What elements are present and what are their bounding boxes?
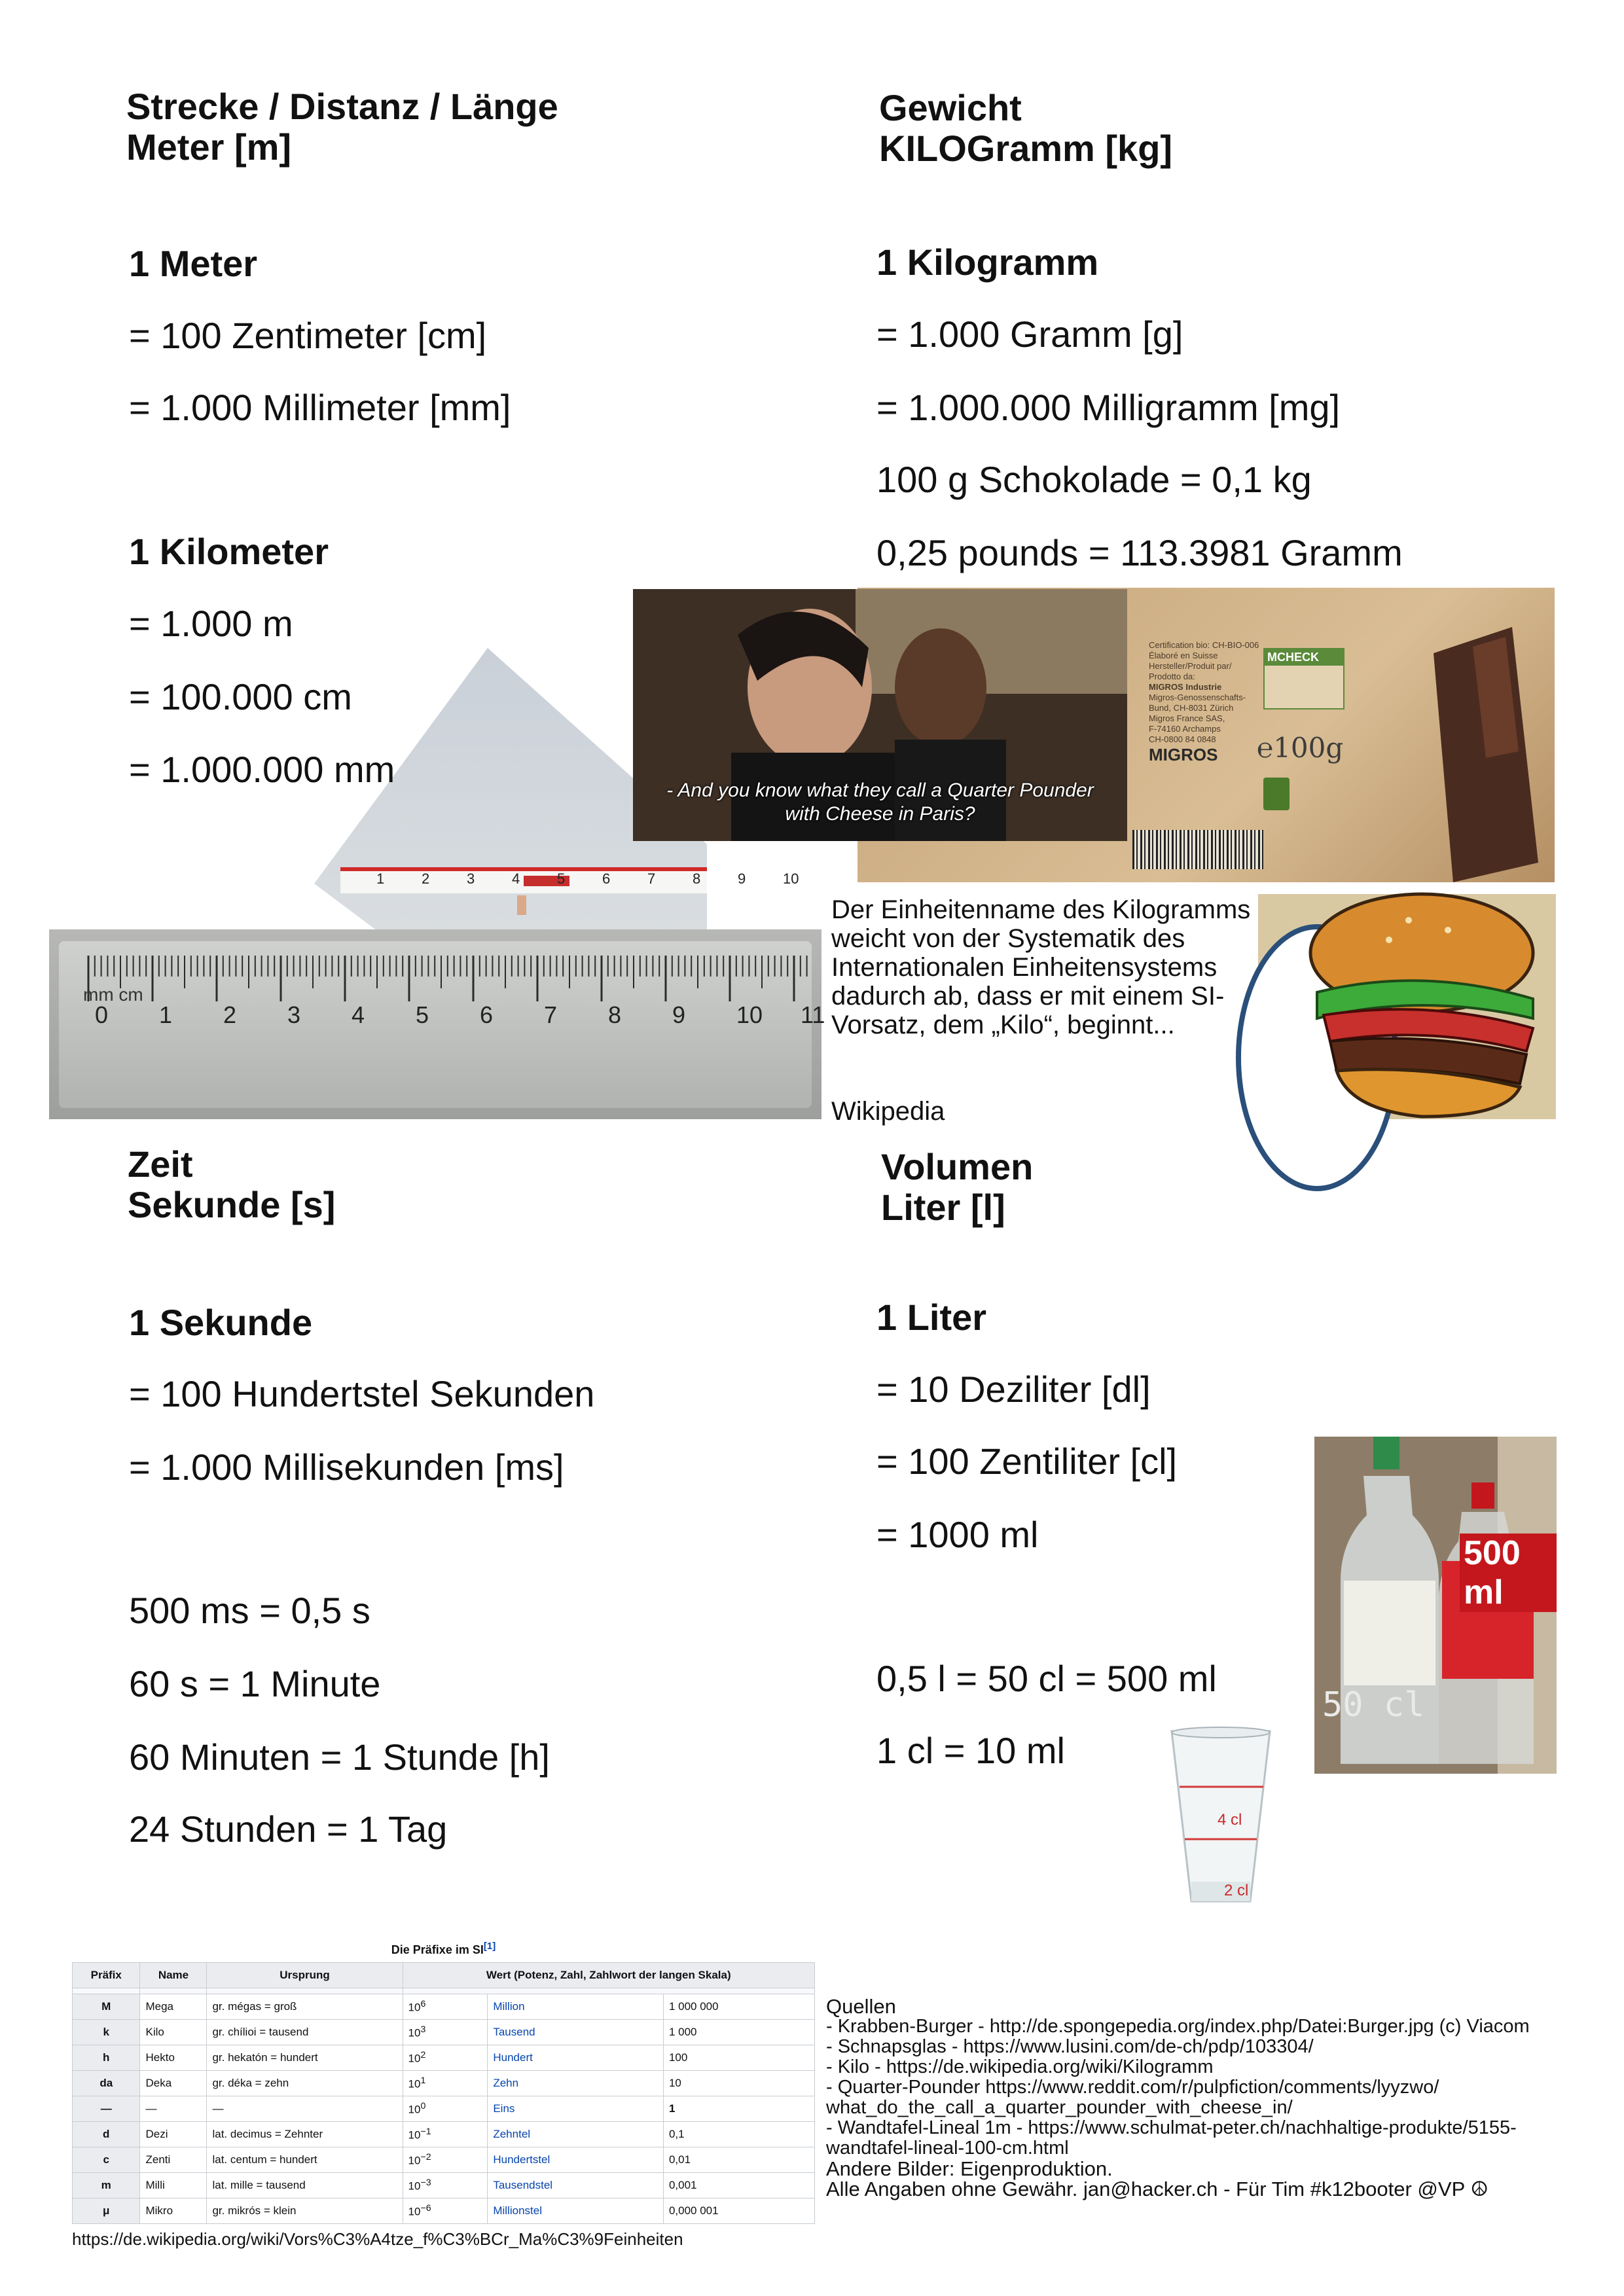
table-cell: Million	[488, 1994, 664, 2020]
burger-image	[1258, 894, 1556, 1119]
meter-line: = 1.000 Millimeter [mm]	[129, 387, 511, 428]
ruler-label: 6	[480, 1001, 494, 1028]
power-base: 10	[408, 2205, 421, 2218]
table-cell	[403, 2198, 488, 2224]
kilogram-wiki-source: Wikipedia	[831, 1097, 945, 1126]
table-cell	[403, 2045, 488, 2071]
table-cell: Hundertstel	[488, 2147, 664, 2173]
barcode	[1132, 830, 1263, 869]
power-base: 10	[408, 2077, 421, 2090]
power-base: 10	[408, 2154, 421, 2167]
second-line: = 1.000 Millisekunden [ms]	[129, 1446, 564, 1488]
kilogram-line: 100 g Schokolade = 0,1 kg	[876, 459, 1312, 500]
table-cell: c	[73, 2147, 140, 2173]
wall-ruler-label: 6	[602, 870, 611, 887]
kilogram-heading: 1 Kilogramm	[876, 242, 1099, 283]
power-base: 10	[408, 2179, 421, 2193]
bottles-photo	[1314, 1437, 1557, 1774]
time-title: Zeit Sekunde [s]	[128, 1143, 336, 1225]
table-cell: Zenti	[140, 2147, 207, 2173]
table-row	[73, 1994, 815, 2020]
kilometer-heading: 1 Kilometer	[129, 531, 329, 572]
table-row	[73, 2173, 815, 2198]
table-cell: μ	[73, 2198, 140, 2224]
wall-ruler-label: 7	[647, 870, 656, 887]
table-cell: Tausendstel	[488, 2173, 664, 2198]
table-cell: gr. hekatón = hundert	[207, 2045, 403, 2071]
table-cell	[403, 2122, 488, 2147]
kilogram-line: = 1.000.000 Milligramm [mg]	[876, 387, 1341, 428]
table-cell: 1 000	[663, 2020, 814, 2045]
ruler-label: 3	[287, 1001, 301, 1028]
table-row	[73, 2147, 815, 2173]
wall-ruler-label: 10	[783, 870, 799, 887]
recycle-icon	[1263, 778, 1290, 810]
table-cell: k	[73, 2020, 140, 2045]
table-cell: Dezi	[140, 2122, 207, 2147]
glass-mark-2cl: 2 cl	[1224, 1882, 1249, 1899]
volume-conversion: 0,5 l = 50 cl = 500 ml	[876, 1658, 1217, 1699]
movie-still-photo	[633, 589, 1127, 841]
liter-heading: 1 Liter	[876, 1297, 987, 1338]
table-cell: Zehn	[488, 2071, 664, 2096]
time-conversion: 24 Stunden = 1 Tag	[129, 1808, 448, 1850]
table-header-row	[73, 1963, 815, 1988]
table-cell	[403, 2071, 488, 2096]
wall-ruler-label: 2	[422, 870, 430, 887]
si-table-caption: Die Präfixe im SI[1]	[391, 1941, 496, 1956]
table-cell: Tausend	[488, 2020, 664, 2045]
ruler-label: 4	[352, 1001, 365, 1028]
ruler-label: 7	[544, 1001, 558, 1028]
ruler-unit: mm cm	[83, 984, 143, 1005]
ruler-label: 1	[159, 1001, 173, 1028]
table-row	[73, 2198, 815, 2224]
wall-ruler-label: 4	[512, 870, 520, 887]
table-cell: da	[73, 2071, 140, 2096]
power-exponent: −2	[420, 2152, 431, 2163]
source-line: - Schnapsglas - https://www.lusini.com/de-ch/pdp/103304/	[826, 2036, 1314, 2057]
power-exponent: −3	[420, 2178, 431, 2189]
table-cell: 100	[663, 2045, 814, 2071]
power-exponent: 1	[420, 2075, 426, 2087]
bottle-label-50cl: 50 cl	[1322, 1685, 1425, 1725]
kilogram-line: 0,25 pounds = 113.3981 Gramm	[876, 532, 1403, 573]
power-exponent: 0	[420, 2101, 426, 2112]
ruler-label: 0	[95, 1001, 109, 1028]
table-cell: gr. mikrós = klein	[207, 2198, 403, 2224]
ruler-label: 10	[736, 1001, 763, 1028]
liter-line: = 1000 ml	[876, 1514, 1039, 1555]
sources-title: Quellen	[826, 1995, 896, 2018]
chocolate-bar-icon	[1355, 588, 1555, 882]
table-cell: gr. mégas = groß	[207, 1994, 403, 2020]
ruler-label: 11	[801, 1001, 825, 1028]
table-cell: m	[73, 2173, 140, 2198]
table-cell: lat. centum = hundert	[207, 2147, 403, 2173]
kilogram-wiki-quote: Der Einheitenname des Kilogramms weicht von der Systematik des Internationalen Einheitensystems dadurch ab, dass er mit einem SI-Vorsatz, dem „Kilo“, beginnt...	[831, 895, 1251, 1039]
sources-block	[826, 1996, 1612, 2199]
table-cell	[403, 2147, 488, 2173]
table-cell: 10	[663, 2071, 814, 2096]
si-prefix-table	[72, 1962, 815, 2224]
table-header: Präfix	[73, 1963, 140, 1988]
weight-title: Gewicht KILOGramm [kg]	[879, 87, 1173, 169]
source-line: - Krabben-Burger - http://de.spongepedia.org/index.php/Datei:Burger.jpg (c) Viacom	[826, 2016, 1530, 2037]
power-exponent: −1	[420, 2126, 431, 2138]
meter-line: = 100 Zentimeter [cm]	[129, 315, 487, 356]
kilometer-line: = 100.000 cm	[129, 676, 352, 717]
ruler-label: 8	[608, 1001, 622, 1028]
mcheck-logo: MCHECK	[1263, 648, 1344, 709]
table-cell: —	[73, 2096, 140, 2122]
si-table-url: https://de.wikipedia.org/wiki/Vors%C3%A4tze_f%C3%BCr_Ma%C3%9Feinheiten	[72, 2229, 683, 2249]
power-exponent: −6	[420, 2203, 431, 2214]
si-prefix-table-screenshot	[72, 1941, 815, 2250]
table-row	[73, 2096, 815, 2122]
table-cell	[403, 2020, 488, 2045]
table-cell: Kilo	[140, 2020, 207, 2045]
power-base: 10	[408, 2001, 421, 2014]
source-line: - Quarter-Pounder https://www.reddit.com/r/pulpfiction/comments/lyyzwo/	[826, 2077, 1439, 2098]
ruler-label: 5	[416, 1001, 429, 1028]
movie-subtitle: - And you know what they call a Quarter Pounder with Cheese in Paris?	[666, 780, 1094, 825]
table-cell: lat. decimus = Zehnter	[207, 2122, 403, 2147]
power-base: 10	[408, 2026, 421, 2039]
wall-ruler-label: 3	[467, 870, 475, 887]
wall-ruler-label: 9	[738, 870, 746, 887]
table-cell	[403, 1994, 488, 2020]
ruler-photo	[49, 929, 825, 1119]
power-exponent: 2	[420, 2050, 426, 2061]
glass-mark-4cl: 4 cl	[1218, 1811, 1242, 1829]
table-cell: Mega	[140, 1994, 207, 2020]
table-row	[73, 2020, 815, 2045]
second-heading: 1 Sekunde	[129, 1302, 313, 1343]
package-weight: ℮100g	[1257, 732, 1344, 764]
table-cell: 0,01	[663, 2147, 814, 2173]
table-row	[73, 2122, 815, 2147]
table-cell: —	[140, 2096, 207, 2122]
table-cell: Zehntel	[488, 2122, 664, 2147]
table-row	[73, 2071, 815, 2096]
source-line: Andere Bilder: Eigenproduktion.	[826, 2157, 1113, 2180]
volume-conversion: 1 cl = 10 ml	[876, 1730, 1065, 1771]
table-cell: Hekto	[140, 2045, 207, 2071]
kilogram-line: = 1.000 Gramm [g]	[876, 314, 1183, 355]
table-cell: Mikro	[140, 2198, 207, 2224]
table-cell: 1 000 000	[663, 1994, 814, 2020]
wall-ruler-label: 5	[557, 870, 566, 887]
source-line: - Wandtafel-Lineal 1m - https://www.schulmat-peter.ch/nachhaltige-produkte/5155-	[826, 2117, 1517, 2138]
table-cell: Millionstel	[488, 2198, 664, 2224]
power-exponent: 6	[420, 1999, 426, 2010]
table-cell: 0,1	[663, 2122, 814, 2147]
second-line: = 100 Hundertstel Sekunden	[129, 1373, 595, 1414]
disclaimer: Alle Angaben ohne Gewähr. jan@hacker.ch - Für Tim #k12booter @VP ☮	[826, 2178, 1489, 2200]
package-text: Certification bio: CH-BIO-006 Élaboré en Suisse Hersteller/Produit par/ Prodotto da: MIGROS Industrie Migros-Genossenschafts- Bund, CH-8031 Zürich Migros France SAS, F-74160 Archamps CH-0800 84 0848 MIGROS	[1149, 640, 1259, 764]
table-cell: Hundert	[488, 2045, 664, 2071]
table-cell: Deka	[140, 2071, 207, 2096]
bottle-label-500ml: 500 ml	[1460, 1534, 1557, 1612]
table-cell: lat. mille = tausend	[207, 2173, 403, 2198]
wall-ruler-label: 8	[693, 870, 701, 887]
time-conversion: 60 Minuten = 1 Stunde [h]	[129, 1736, 550, 1778]
table-cell	[403, 2173, 488, 2198]
wall-ruler-label: 1	[376, 870, 385, 887]
table-header: Ursprung	[207, 1963, 403, 1988]
table-cell: —	[207, 2096, 403, 2122]
kilometer-line: = 1.000 m	[129, 603, 293, 644]
length-title: Strecke / Distanz / Länge Meter [m]	[126, 86, 558, 168]
power-base: 10	[408, 2103, 421, 2116]
time-conversion: 60 s = 1 Minute	[129, 1663, 381, 1704]
table-cell	[403, 2096, 488, 2122]
time-conversion: 500 ms = 0,5 s	[129, 1590, 370, 1631]
table-header: Name	[140, 1963, 207, 1988]
power-base: 10	[408, 2052, 421, 2065]
volume-title: Volumen Liter [l]	[881, 1146, 1034, 1228]
table-cell: 0,000 001	[663, 2198, 814, 2224]
table-cell: Milli	[140, 2173, 207, 2198]
table-cell: 1	[663, 2096, 814, 2122]
table-cell: M	[73, 1994, 140, 2020]
table-cell: gr. chílioi = tausend	[207, 2020, 403, 2045]
liter-line: = 100 Zentiliter [cl]	[876, 1441, 1178, 1482]
table-cell: Eins	[488, 2096, 664, 2122]
table-cell: h	[73, 2045, 140, 2071]
wall-ruler-mark	[517, 895, 526, 915]
source-line: wandtafel-lineal-100-cm.html	[826, 2138, 1069, 2159]
ruler-label: 9	[672, 1001, 686, 1028]
table-cell: 0,001	[663, 2173, 814, 2198]
source-line: what_do_the_call_a_quarter_pounder_with_cheese_in/	[826, 2097, 1293, 2118]
power-exponent: 3	[420, 2024, 426, 2036]
ruler-label: 2	[223, 1001, 237, 1028]
table-row	[73, 2045, 815, 2071]
kilometer-line: = 1.000.000 mm	[129, 749, 395, 790]
liter-line: = 10 Deziliter [dl]	[876, 1369, 1151, 1410]
source-line: - Kilo - https://de.wikipedia.org/wiki/Kilogramm	[826, 2056, 1214, 2077]
table-cell: gr. déka = zehn	[207, 2071, 403, 2096]
meter-heading: 1 Meter	[129, 243, 258, 284]
shot-glass-photo	[1165, 1725, 1276, 1914]
power-base: 10	[408, 2128, 421, 2142]
table-cell: d	[73, 2122, 140, 2147]
table-header: Wert (Potenz, Zahl, Zahlwort der langen Skala)	[403, 1963, 814, 1988]
